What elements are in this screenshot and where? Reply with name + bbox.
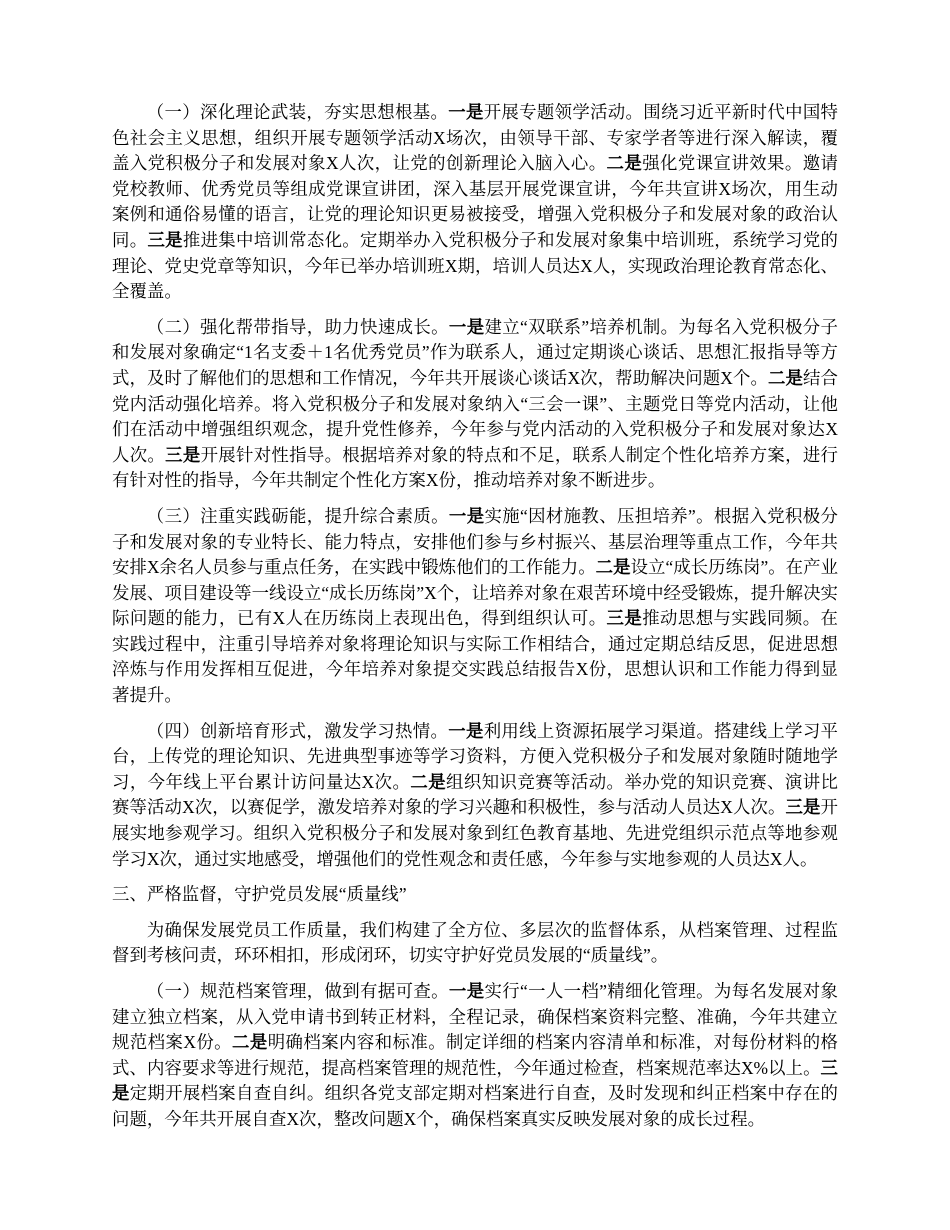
text-run: 开展专题领学活动。围绕习近平新时代中国特色社会主义思想，组织开展专题领学活动X场次，由领导干部、专家学者等进行深入解读，覆盖入党积极分子和发展对象X人次，让党的创新理论入脑入心。 (112, 102, 838, 174)
text-run: 明确档案内容和标准。制定详细的档案内容清单和标准，对每份材料的格式、内容要求等进行规范，提高档案管理的规范性，今年通过检查，档案规范率达X%以上。 (112, 1032, 838, 1078)
emphasis-run: 一是 (448, 505, 485, 526)
text-run: 建立“双联系”培养机制。为每名入党积极分子和发展对象确定“1名支委＋1名优秀党员”作为联系人，通过定期谈心谈话、思想汇报指导等方式，及时了解他们的思想和工作情况，今年共开展谈心谈话X次，帮助解决问题X个。 (112, 316, 838, 388)
emphasis-run: 二是 (767, 367, 804, 388)
emphasis-run: 二是 (232, 1032, 268, 1053)
emphasis-run: 一是 (448, 316, 485, 337)
text-run: 推进集中培训常态化。定期举办入党积极分子和发展对象集中培训班，系统学习党的理论、党史党章等知识，今年已举办培训班X期，培训人员达X人，实现政治理论教育常态化、全覆盖。 (112, 229, 838, 302)
text-run: 推动思想与实践同频。在实践过程中，注重引导培养对象将理论知识与实际工作相结合，通过定期总结反思，促进思想淬炼与作用发挥相互促进，今年培养对象提交实践总结报告X份，思想认识和工作能力得到显著提升。 (112, 608, 838, 706)
body-paragraph (112, 719, 838, 873)
text-run: （四）创新培育形式，激发学习热情。 (146, 720, 449, 741)
emphasis-run: 二是 (595, 557, 631, 578)
emphasis-run: 一是 (448, 102, 484, 122)
text-run: 强化党课宣讲效果。邀请党校教师、优秀党员等组成党课宣讲团，深入基层开展党课宣讲，今年共宣讲X场次，用生动案例和通俗易懂的语言，让党的理论知识更易被接受，增强入党积极分子和发展对象的政治认同。 (112, 153, 838, 250)
text-run: 开展针对性指导。根据培养对象的特点和不足，联系人制定个性化培养方案，进行有针对性的指导，今年共制定个性化方案X份，推动培养对象不断进步。 (112, 444, 838, 491)
text-run: 三、严格监督，守护党员发展“质量线” (112, 884, 407, 905)
text-run: （二）强化帮带指导，助力快速成长。 (146, 316, 449, 337)
text-run: 结合党内活动强化培养。将入党积极分子和发展对象纳入“三会一课”、主题党日等党内活动，让他们在活动中增强组织观念，提升党性修养，今年参与党内活动的入党积极分子和发展对象达X人次。 (112, 367, 838, 465)
emphasis-run: 一是 (448, 720, 484, 741)
emphasis-run: 二是 (606, 153, 643, 174)
emphasis-run: 三是 (606, 608, 643, 629)
text-run: 组织知识竞赛等活动。举办党的知识竞赛、演讲比赛等活动X次，以赛促学，激发培养对象的学习兴趣和积极性，参与活动人员达X人次。 (112, 771, 838, 818)
text-run: （三）注重实践砺能，提升综合素质。 (146, 505, 449, 526)
text-run: 实施“因材施教、压担培养”。根据入党积极分子和发展对象的专业特长、能力特点，安排他们参与乡村振兴、基层治理等重点工作，今年共安排X余名人员参与重点任务，在实践中锻炼他们的工作能力。 (112, 505, 838, 578)
emphasis-run: 一是 (448, 981, 485, 1001)
emphasis-run: 三是 (785, 797, 821, 818)
body-paragraph (112, 504, 838, 709)
emphasis-run: 三是 (165, 444, 201, 465)
text-run: 定期开展档案自查自纠。组织各党支部定期对档案进行自查，及时发现和纠正档案中存在的问题，今年共开展自查X次，整改问题X个，确保档案真实反映发展对象的成长过程。 (112, 1083, 838, 1129)
text-run: （一）规范档案管理，做到有据可查。 (146, 981, 449, 1001)
text-run: 实行“一人一档”精细化管理。为每名发展对象建立独立档案，从入党申请书到转正材料，全程记录，确保档案资料完整、准确，今年共建立规范档案X份。 (112, 981, 838, 1053)
emphasis-run: 二是 (410, 771, 447, 792)
body-paragraph (112, 100, 838, 305)
emphasis-run: 三是 (112, 1057, 838, 1104)
body-paragraph (112, 315, 838, 494)
text-run: 开展实地参观学习。组织入党积极分子和发展对象到红色教育基地、先进党组织示范点等地参观学习X次，通过实地感受，增强他们的党性观念和责任感，今年参与实地参观的人员达X人。 (112, 797, 838, 869)
section-heading (112, 882, 838, 908)
text-run: 设立“成长历练岗”。在产业发展、项目建设等一线设立“成长历练岗”X个，让培养对象在艰苦环境中经受锻炼，提升解决实际问题的能力，已有X人在历练岗上表现出色，得到组织认可。 (112, 557, 839, 629)
text-run: （一）深化理论武装，夯实思想根基。 (146, 102, 449, 122)
text-run: 为确保发展党员工作质量，我们构建了全方位、多层次的监督体系，从档案管理、过程监督到考核问责，环环相扣，形成闭环，切实守护好党员发展的“质量线”。 (112, 919, 838, 966)
text-run: 利用线上资源拓展学习渠道。搭建线上学习平台，上传党的理论知识、先进典型事迹等学习资料，方便入党积极分子和发展对象随时随地学习，今年线上平台累计访问量达X次。 (112, 720, 838, 792)
emphasis-run: 三是 (147, 229, 183, 250)
body-paragraph (112, 918, 838, 969)
body-paragraph (112, 979, 838, 1133)
document-body (112, 100, 838, 1133)
